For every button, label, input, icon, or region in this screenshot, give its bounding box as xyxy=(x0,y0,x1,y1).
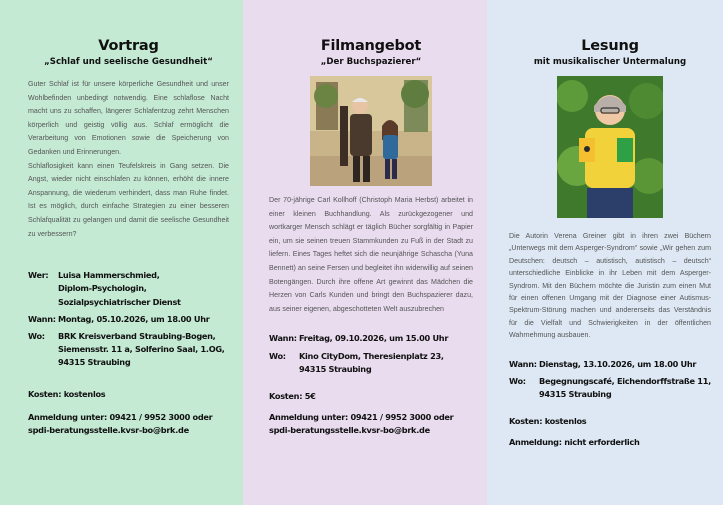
film-still-image xyxy=(310,76,432,186)
wann-value: Dienstag, 13.10.2026, um 18.00 Uhr xyxy=(539,358,697,369)
wann-label: Wann: xyxy=(509,358,537,369)
vortrag-body: Guter Schlaf ist für unsere körperliche Gesundheit und unser Wohlbefinden unbedingt notwendig. Eine schlaflose Nacht macht uns zu schaffen, längerer Schlafentzug zehrt Menschen körperlich und geistig völlig aus. Schlaf ermöglicht die Verarbeitung von Emotionen sowie die Speicherung von Gedanken und Erinnerungen. xyxy=(28,80,229,156)
wann-label: Wann: xyxy=(269,333,297,344)
vortrag-column xyxy=(0,0,243,505)
wo-line-1: Kino CityDom, Theresienplatz 23, xyxy=(299,350,444,361)
wann-label: Wann: xyxy=(28,313,56,324)
author-photo xyxy=(557,76,663,218)
vortrag-details xyxy=(28,269,229,369)
wo-line-2: 94315 Straubing xyxy=(539,389,612,400)
lesung-anmeldung: Anmeldung: nicht erforderlich xyxy=(509,437,640,448)
film-details xyxy=(269,332,473,376)
vortrag-wann xyxy=(28,313,229,326)
lesung-details xyxy=(509,358,711,402)
film-anmeldung-1: Anmeldung unter: 09421 / 9952 3000 oder xyxy=(269,411,454,422)
vortrag-title: Vortrag xyxy=(98,38,159,54)
vortrag-anmeldung-1: Anmeldung unter: 09421 / 9952 3000 oder xyxy=(28,411,213,422)
lesung-kosten: Kosten: kostenlos xyxy=(509,416,587,427)
wo-label: Wo: xyxy=(269,350,286,361)
wo-line-1: Begegnungscafé, Eichendorffstraße 11, xyxy=(539,375,711,386)
wo-label: Wo: xyxy=(509,375,526,386)
wer-line-1: Luisa Hammerschmied, xyxy=(58,270,160,281)
wo-line-1: BRK Kreisverband Straubing-Bogen, xyxy=(58,330,216,341)
wo-label: Wo: xyxy=(28,330,45,341)
vortrag-kosten: Kosten: kostenlos xyxy=(28,388,106,399)
film-wann xyxy=(269,332,473,345)
vortrag-body-2: Schlaflosigkeit kann einen Teufelskreis in Gang setzen. Die Angst, wieder nicht einschlafen zu können, erhöht die innere Anspannung, die wiederum verhindert, dass man Ruhe findet. Ist es möglich, durch einfache Strategien zu einer besseren Schlafqualität zu gelangen und damit die seelische Gesundheit zu verbessern? xyxy=(28,161,229,238)
vortrag-subtitle: „Schlaf und seelische Gesundheit“ xyxy=(44,57,213,67)
wo-line-2: 94315 Straubing xyxy=(299,363,372,374)
lesung-column xyxy=(487,0,723,505)
lesung-subtitle: mit musikalischer Untermalung xyxy=(533,57,687,67)
vortrag-wer xyxy=(28,269,229,309)
vortrag-anmeldung-2: spdi-beratungsstelle.kvsr-bo@brk.de xyxy=(28,424,189,435)
wann-value: Freitag, 09.10.2026, um 15.00 Uhr xyxy=(299,333,449,344)
lesung-wann xyxy=(509,358,711,371)
lesung-wo xyxy=(509,375,711,401)
lesung-title: Lesung xyxy=(581,38,639,54)
wo-line-3: 94315 Straubing xyxy=(58,357,131,368)
film-column xyxy=(243,0,487,505)
film-title: Filmangebot xyxy=(320,38,422,54)
film-wo xyxy=(269,350,473,376)
wo-line-2: Siemensstr. 11 a, Solferino Saal, 1.OG, xyxy=(58,344,225,355)
film-anmeldung-2: spdi-beratungsstelle.kvsr-bo@brk.de xyxy=(269,424,430,435)
wer-line-2: Diplom-Psychologin, Sozialpsychiatrischer Dienst xyxy=(58,283,181,307)
film-body: Der 70-jährige Carl Kollhoff (Christoph Maria Herbst) arbeitet in einer kleinen Buchhandlung. Als zurückgezogener und wortkarger Mensch schlägt er täglich Bücher sorgfältig in Papier ein, um sie seinen treuen Stammkunden zu Fuß in der Stadt zu liefern. Eines Tages heftet sich die neunjährige Schascha (Yuna Bennett) an seine Fersen und begleitet ihn widerwillig auf seinen Botengängen. Durch ihre offene Art gewinnt das Mädchen die Herzen von Carls Kunden und bringt den Buchspazierer dazu, aus seiner eigenen, abgeschotteten Welt auszubrechen xyxy=(269,196,473,313)
wer-label: Wer: xyxy=(28,270,49,281)
wann-value: Montag, 05.10.2026, um 18.00 Uhr xyxy=(58,313,210,324)
lesung-body: Die Autorin Verena Greiner gibt in ihren zwei Büchern „Unterwegs mit dem Asperger-Syndrom“ sowie „Wir gehen zum Deutschen: deutsch – autistisch, autistisch – deutsch“ unterschiedliche Einblicke in ihr Leben mit dem Asperger-Syndrom. Mit den Büchern möchte die Juristin zum einen Mut für einen offenen Umgang mit der Diagnose einer Autismus-Spektrum-Störung machen und andererseits das Verständnis für die Vielfalt und Schwierigkeiten in der öffentlichen Wahrnehmung ausbauen. xyxy=(509,232,711,340)
film-subtitle: „Der Buchspazierer“ xyxy=(320,57,422,67)
film-kosten: Kosten: 5€ xyxy=(269,390,316,401)
vortrag-wo xyxy=(28,330,229,370)
